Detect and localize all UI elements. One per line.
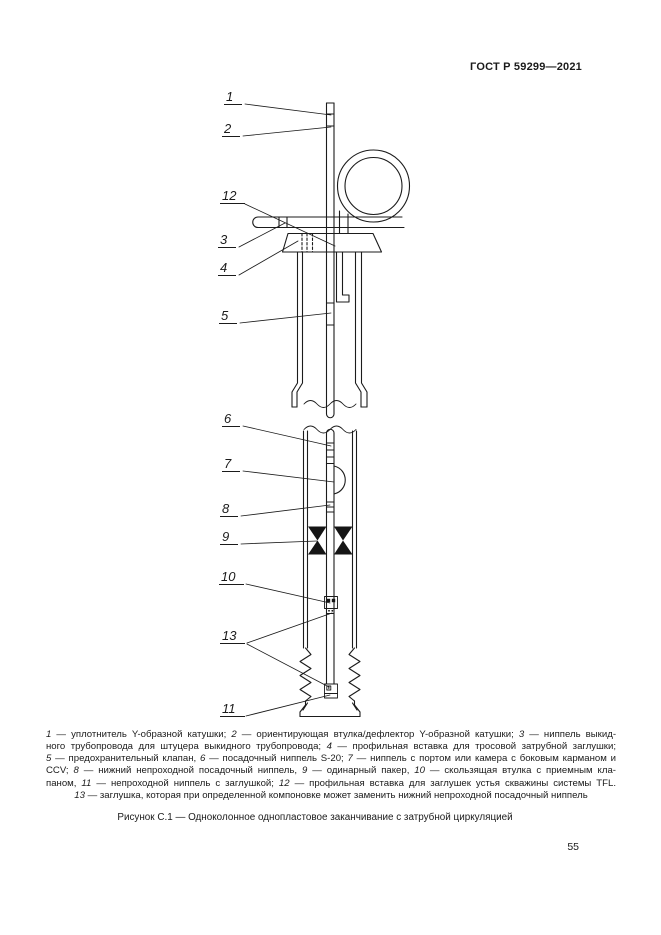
annulus-plug-profile xyxy=(302,234,313,253)
side-pocket-mandrel xyxy=(334,466,345,494)
callout-label-4: 4 xyxy=(218,262,236,276)
legend-line: паном, 11 — непроходной ниппель с заглушкой; 12 — профильная вставка для заглушек устья скважины системы TFL. xyxy=(46,777,617,789)
callout-label-1: 1 xyxy=(224,91,242,105)
standard-code: ГОСТ Р 59299—2021 xyxy=(470,61,582,73)
kill-line-stub xyxy=(337,252,350,302)
callout-label-10: 10 xyxy=(219,571,244,585)
packer xyxy=(308,527,353,555)
legend-line: CCV; 8 — нижний непроходной посадочный ниппель, 9 — одинарный пакер, 10 — скользящая втулка с приемным кла- xyxy=(46,765,616,777)
callout-label-9: 9 xyxy=(220,531,238,545)
tubing-lower xyxy=(327,429,346,684)
callout-label-3: 3 xyxy=(218,234,236,248)
legend-line: ного трубопровода для штуцера выкидного трубопровода; 4 — профильная вставка для тросовой затрубной заглушки; xyxy=(46,741,617,753)
callout-label-12: 12 xyxy=(220,190,245,204)
callout-label-11: 11 xyxy=(220,703,245,717)
lower-casing xyxy=(300,431,360,717)
callout-label-2: 2 xyxy=(222,123,240,137)
callout-label-5: 5 xyxy=(219,310,237,324)
callout-label-7: 7 xyxy=(222,458,240,472)
callout-label-13: 13 xyxy=(220,630,245,644)
legend-line: 1 — уплотнитель Y-образной катушки; 2 — ориентирующая втулка/дефлектор Y-образной катушки; 3 — ниппель выкид- xyxy=(46,729,617,740)
legend-line: 13 — заглушка, которая при определенной компоновке может заменить нижний непроходной посадочный ниппель xyxy=(74,789,588,801)
flowline-loop xyxy=(338,150,410,233)
riser-tube xyxy=(327,103,335,418)
lower-nipple xyxy=(327,502,335,512)
callout-label-8: 8 xyxy=(220,503,238,517)
wellhead xyxy=(283,234,382,253)
page-number: 55 xyxy=(567,841,579,853)
upper-casing xyxy=(292,252,367,407)
break-lines xyxy=(304,401,356,434)
figure-legend xyxy=(46,729,616,802)
slotted-liner-right xyxy=(349,648,360,701)
leader-lines xyxy=(239,104,335,716)
callout-label-6: 6 xyxy=(222,413,240,427)
legend-line: 5 — предохранительный клапан, 6 — посадочный ниппель S-20; 7 — ниппель с портом или камера с боковым карманом и xyxy=(46,753,617,765)
figure-caption: Рисунок С.1 — Одноколонное однопластовое заканчивание с затрубной циркуляцией xyxy=(117,812,513,823)
casing-shoe xyxy=(300,701,360,717)
